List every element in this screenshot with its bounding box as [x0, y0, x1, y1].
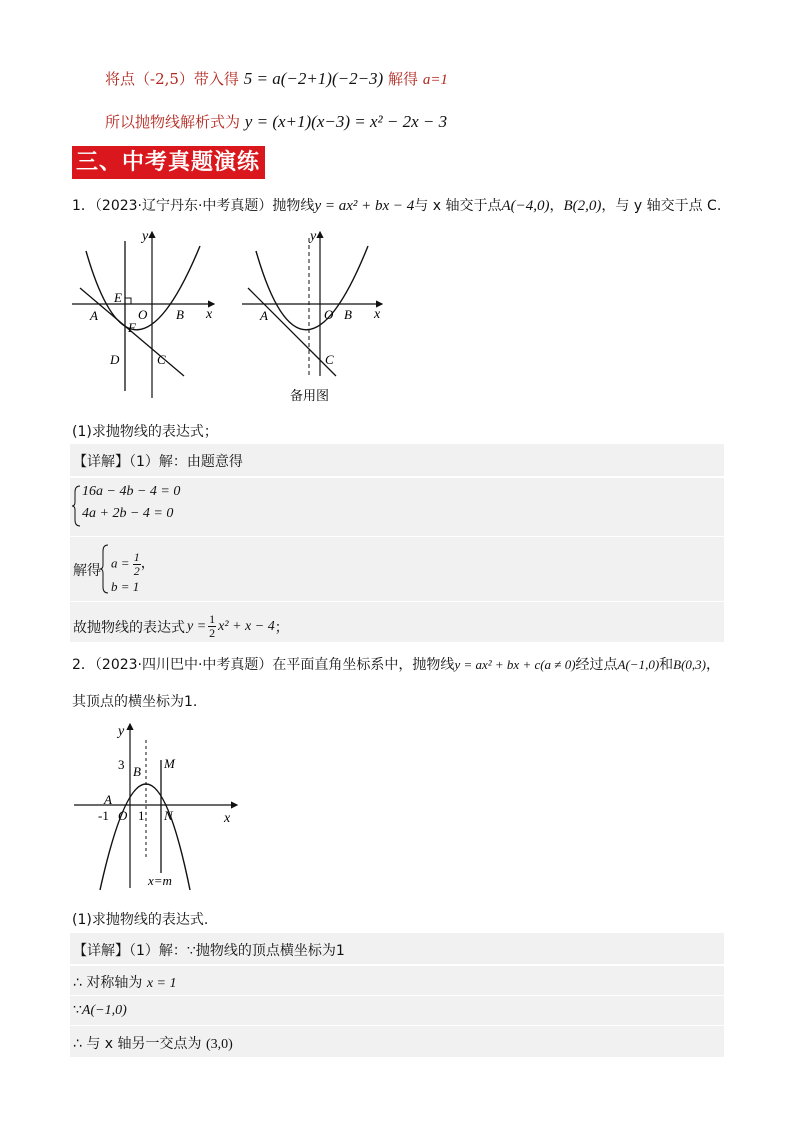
fig2-label-x: x: [374, 307, 381, 322]
q2-d4-math: (3,0): [206, 1037, 233, 1052]
intro-line1-equation: 5 = a(−2+1)(−2−3): [243, 69, 384, 88]
frac-den: 2: [133, 564, 140, 578]
intro-line1-result: a=1: [422, 72, 448, 88]
fig2-label-a: A: [260, 308, 268, 323]
fig1-label-o: O: [138, 307, 148, 322]
intro-line1-suffix: 解得: [388, 70, 419, 88]
fig3-label-x: x: [224, 811, 231, 826]
q2-stem-equation: y = ax² + bx + c(a ≠ 0): [454, 657, 576, 672]
q2-d3: [73, 1002, 127, 1019]
fig2-label-y: y: [310, 229, 317, 244]
q1-solve-prefix: 解得: [73, 563, 101, 579]
q1-detail-row-4: [70, 601, 724, 642]
q2-detail-row-2: [70, 965, 724, 995]
fig2-label-o: O: [324, 307, 334, 322]
q1-figure-spare: [240, 226, 390, 404]
q1-part1: (1)求抛物线的表达式；: [72, 424, 218, 440]
q1-stem-prefix: 1．（2023·辽宁丹东·中考真题）抛物线: [72, 198, 315, 214]
q2-point-a: A(−1,0): [617, 657, 660, 672]
q1-result-rhs: x² + x − 4: [218, 618, 275, 634]
q2-figure: [72, 718, 247, 893]
q2-stem: [72, 654, 720, 674]
q1-result-frac: [208, 613, 216, 640]
fig1-label-x: x: [206, 307, 213, 322]
fig3-label-xm: x=m: [148, 873, 172, 888]
q2-detail: [73, 940, 345, 960]
q2-d2-math: x = 1: [146, 976, 177, 991]
q2-detail-head: 【详解】（1）解：: [73, 943, 187, 959]
intro-line2-equation: y = (x+1)(x−3) = x² − 2x − 3: [244, 112, 448, 131]
q1-result-prefix: 故抛物线的表达式: [73, 619, 185, 636]
q1-result: [73, 613, 289, 640]
q2-part1: (1)求抛物线的表达式.: [72, 912, 209, 928]
section-title: 三、中考真题演练: [72, 146, 265, 179]
frac-den: 2: [209, 626, 216, 640]
right-angle-mark: [125, 298, 131, 304]
q1-stem-equation: y = ax² + bx − 4: [314, 198, 415, 214]
because-icon: ∵: [186, 944, 196, 959]
brace-icon: [72, 484, 82, 528]
fig3-label-a: A: [104, 792, 112, 807]
q1-sol-comma: ，: [140, 555, 155, 572]
fig3-label-y: y: [118, 724, 125, 739]
q1-detail-row-3: [70, 536, 724, 601]
frac-num: 1: [133, 550, 140, 564]
because-icon: ∵: [73, 1003, 82, 1018]
fig1-label-f: F: [128, 320, 136, 335]
q1-point-a: A(−4,0): [501, 198, 550, 214]
q2-stem-line2: 其顶点的横坐标为1.: [72, 694, 198, 710]
frac-num: 1: [209, 612, 216, 626]
q1-stem-mid2: ，: [549, 198, 564, 214]
q1-stem: [72, 195, 721, 215]
q2-stem-prefix: 2．（2023·四川巴中·中考真题）在平面直角坐标系中，抛物线: [72, 657, 455, 673]
fig1-label-a: A: [90, 308, 98, 323]
q2-d3-math: A(−1,0): [81, 1003, 127, 1018]
fig1-label-d: D: [110, 352, 120, 367]
q2-detail-row-1: [70, 933, 724, 964]
q2-d1-rest: 抛物线的顶点横坐标为1: [195, 943, 345, 959]
fig3-label-m: M: [164, 756, 175, 771]
q2-d4-text: ∴ 与 x 轴另一交点为: [73, 1036, 202, 1052]
q1-point-b: B(2,0): [563, 198, 602, 214]
fig2-label-b: B: [344, 307, 352, 322]
q2-stem-mid: 经过点: [575, 657, 618, 673]
intro-line2-prefix: 所以抛物线解析式为: [105, 113, 241, 131]
fig3-label-1: 1: [138, 808, 145, 823]
fig1-label-c: C: [157, 352, 166, 367]
fig1-label-b: B: [176, 307, 184, 322]
q2-point-b: B(0,3): [673, 657, 707, 672]
intro-line1-prefix: 将点（-2,5）带入得: [105, 70, 239, 88]
q2-d4: [73, 1033, 233, 1053]
q1-detail-row-2: [70, 477, 724, 536]
fig1-label-y: y: [142, 229, 149, 244]
q2-d2-text: ∴ 对称轴为: [73, 975, 143, 991]
parabola: [100, 784, 190, 890]
q1-figure-main: [72, 226, 222, 401]
fig3-label-o: O: [118, 808, 128, 823]
q1-stem-mid: 与 x 轴交于点: [414, 198, 502, 214]
fig3-label-n: N: [164, 808, 173, 823]
q2-stem-end: ，: [706, 657, 721, 673]
fig1-label-e: E: [114, 290, 122, 305]
q1-sol-a-frac: [133, 551, 141, 578]
q1-sol-a: [111, 551, 155, 578]
intro-line-2: [105, 111, 447, 132]
q1-sol-a-lhs: a =: [111, 555, 130, 571]
fig2-label-c: C: [325, 352, 334, 367]
q2-detail-row-4: [70, 1025, 724, 1057]
fig2-caption: 备用图: [290, 389, 330, 404]
q2-detail-row-3: [70, 995, 724, 1025]
q1-eq1: 16a − 4b − 4 = 0: [82, 484, 181, 499]
q1-result-lhs: y =: [187, 618, 207, 634]
intro-line-1: [105, 68, 448, 89]
q1-stem-suffix: ，与 y 轴交于点 C.: [601, 198, 722, 214]
q2-d2: [73, 972, 176, 992]
q1-eq2: 4a + 2b − 4 = 0: [82, 506, 174, 521]
fig3-label-b: B: [133, 764, 141, 779]
q2-stem-and: 和: [659, 657, 674, 673]
fig3-label-neg1: -1: [98, 808, 109, 823]
brace-icon: [100, 543, 110, 595]
q1-sol-b: b = 1: [111, 579, 140, 594]
fig3-label-3: 3: [118, 757, 125, 772]
line-ac: [248, 288, 336, 376]
q1-detail-row-1: [70, 444, 724, 476]
q1-detail-head: 【详解】（1）解：由题意得: [73, 454, 243, 470]
q1-result-suffix: ；: [274, 619, 289, 636]
